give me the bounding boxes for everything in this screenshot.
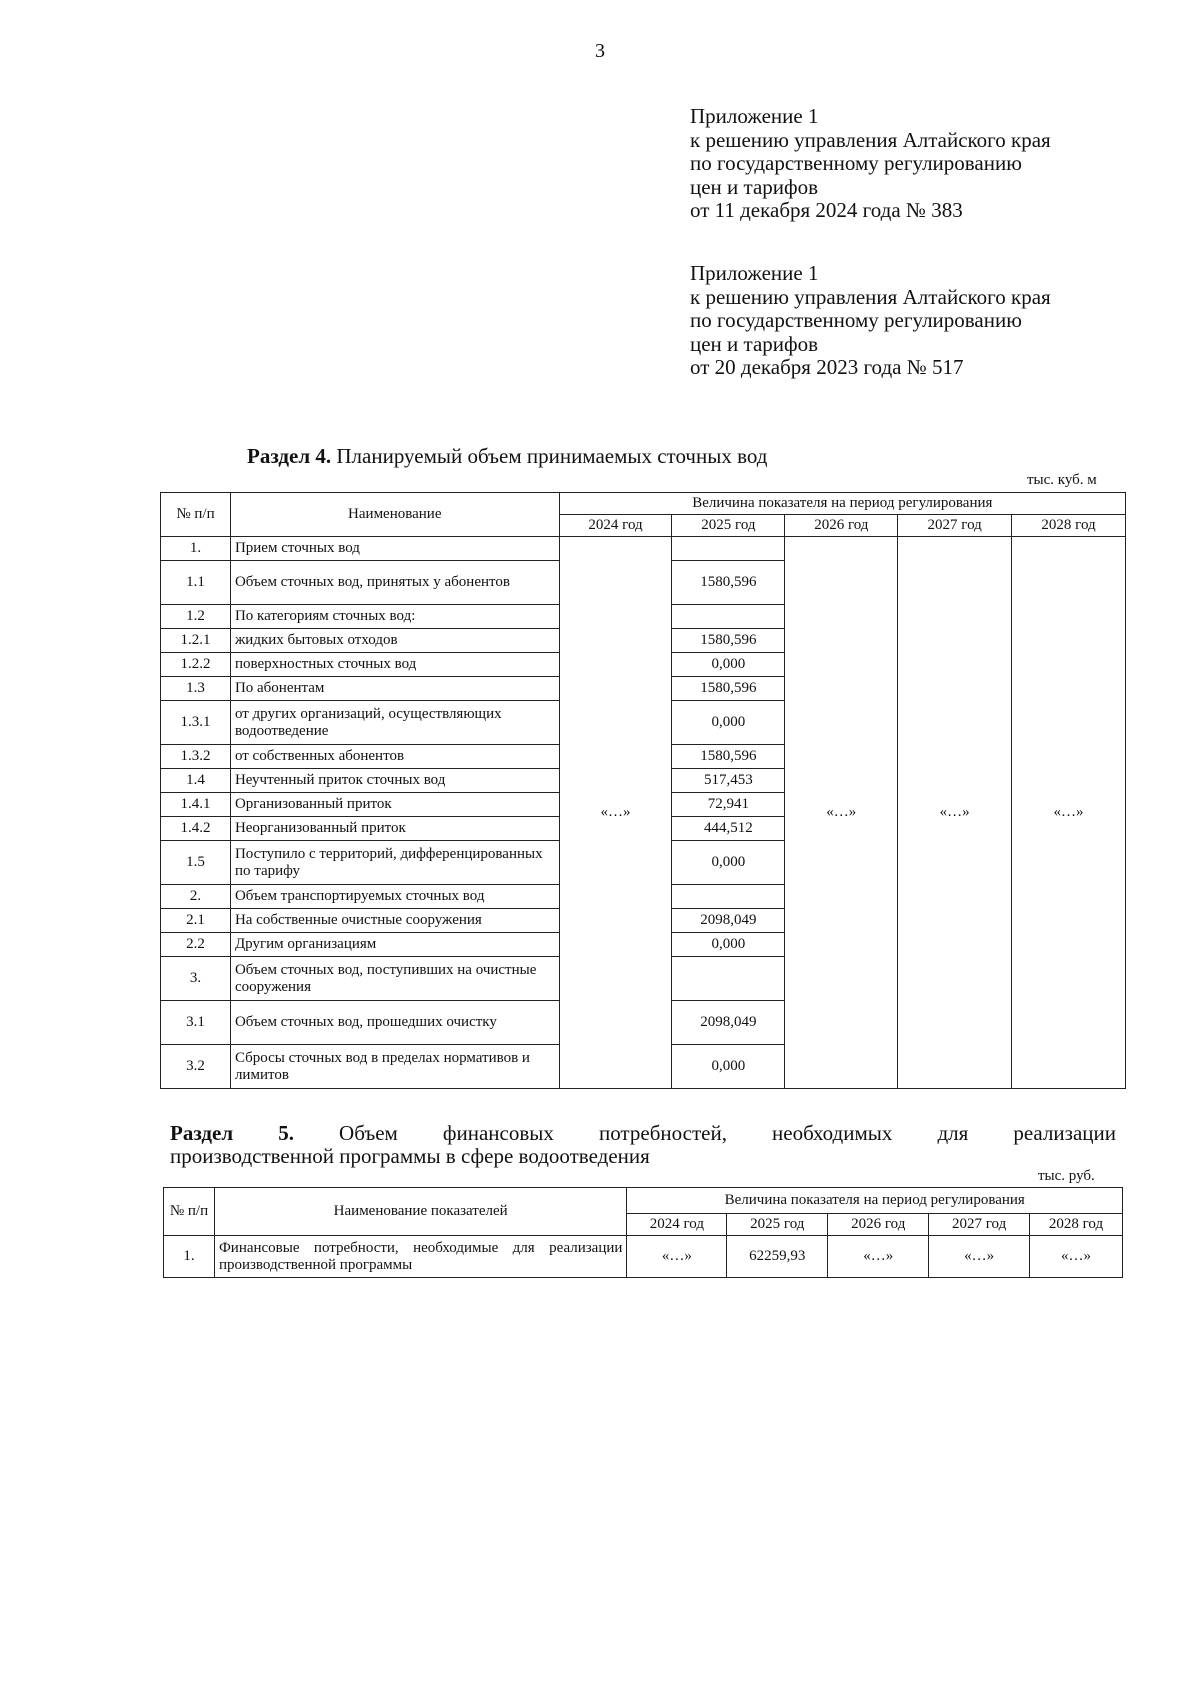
row-name: Неучтенный приток сточных вод: [230, 769, 559, 793]
appendix-line: от 11 декабря 2024 года № 383: [690, 198, 963, 222]
row-num: 2.: [161, 885, 231, 909]
row-num: 3.2: [161, 1045, 231, 1089]
row-num: 2.1: [161, 909, 231, 933]
appendix-line: цен и тарифов: [690, 174, 819, 199]
row-num: 1.3.1: [161, 701, 231, 745]
appendix-line: по государственному регулированию: [690, 151, 1022, 175]
row-name: от других организаций, осуществляющих водоотведение: [230, 701, 559, 745]
col-name-header: Наименование показателей: [214, 1188, 627, 1236]
value-2028: «…»: [1030, 1236, 1123, 1278]
row-num: 1.2.2: [161, 653, 231, 677]
table-row: [161, 537, 1126, 561]
table-row: [164, 1236, 1123, 1278]
row-num: 1.4.1: [161, 793, 231, 817]
row-name: По абонентам: [230, 677, 559, 701]
row-num: 1.1: [161, 561, 231, 605]
value-2025: 0,000: [672, 1045, 785, 1089]
value-2025: 1580,596: [672, 677, 785, 701]
value-2025: 1580,596: [672, 745, 785, 769]
value-2025: 2098,049: [672, 909, 785, 933]
value-2025: 2098,049: [672, 1001, 785, 1045]
section4-title-bold: Раздел 4.: [247, 444, 332, 468]
appendix-line: к решению управления Алтайского края: [690, 284, 1051, 309]
col-group-header: Величина показателя на период регулирования: [627, 1188, 1123, 1214]
year-header-2026: 2026 год: [785, 515, 898, 537]
value-2025: 0,000: [672, 701, 785, 745]
page-number: 3: [595, 40, 605, 62]
row-name: Объем транспортируемых сточных вод: [230, 885, 559, 909]
row-name: Объем сточных вод, прошедших очистку: [230, 1001, 559, 1045]
value-2026: «…»: [828, 1236, 929, 1278]
value-2024: «…»: [627, 1236, 727, 1278]
col-name-header: Наименование: [230, 493, 559, 537]
row-num: 1.4: [161, 769, 231, 793]
row-name: Поступило с территорий, дифференцированных по тарифу: [230, 841, 559, 885]
section5-title-bold: Раздел 5.: [170, 1121, 294, 1145]
year-header-2024: 2024 год: [627, 1214, 727, 1236]
value-2025: [672, 957, 785, 1001]
row-name: По категориям сточных вод:: [230, 605, 559, 629]
section5-title: [170, 1122, 1116, 1168]
appendix-header-previous: [690, 262, 1051, 380]
row-name: Объем сточных вод, принятых у абонентов: [230, 561, 559, 605]
row-name: Финансовые потребности, необходимые для реализации производственной программы: [214, 1236, 627, 1278]
row-num: 1.3.2: [161, 745, 231, 769]
value-2025: [672, 885, 785, 909]
year-header-2028: 2028 год: [1012, 515, 1126, 537]
section4-units: тыс. куб. м: [1027, 472, 1097, 488]
col-group-header: Величина показателя на период регулирования: [559, 493, 1125, 515]
row-name: На собственные очистные сооружения: [230, 909, 559, 933]
year-header-2026: 2026 год: [828, 1214, 929, 1236]
year-header-2024: 2024 год: [559, 515, 672, 537]
value-2025: 62259,93: [727, 1236, 828, 1278]
value-2024-placeholder: «…»: [559, 537, 672, 1089]
row-name: Сбросы сточных вод в пределах нормативов и лимитов: [230, 1045, 559, 1089]
row-num: 3.: [161, 957, 231, 1001]
row-num: 1.2: [161, 605, 231, 629]
value-2026-placeholder: «…»: [785, 537, 898, 1089]
value-2025: 444,512: [672, 817, 785, 841]
value-2025: 1580,596: [672, 561, 785, 605]
row-num: 1.3: [161, 677, 231, 701]
row-name: Другим организациям: [230, 933, 559, 957]
appendix-line: от 20 декабря 2023 года № 517: [690, 355, 964, 379]
section5-title-line2: производственной программы в сфере водоотведения: [170, 1144, 650, 1168]
row-num: 1.: [164, 1236, 215, 1278]
row-num: 1.: [161, 537, 231, 561]
appendix-line: к решению управления Алтайского края: [690, 127, 1051, 152]
value-2025: [672, 537, 785, 561]
row-name: Организованный приток: [230, 793, 559, 817]
row-num: 1.2.1: [161, 629, 231, 653]
row-num: 1.5: [161, 841, 231, 885]
year-header-2025: 2025 год: [727, 1214, 828, 1236]
value-2025: 0,000: [672, 653, 785, 677]
row-name: Неорганизованный приток: [230, 817, 559, 841]
row-name: от собственных абонентов: [230, 745, 559, 769]
row-name: Объем сточных вод, поступивших на очистные сооружения: [230, 957, 559, 1001]
value-2025: 1580,596: [672, 629, 785, 653]
row-name: жидких бытовых отходов: [230, 629, 559, 653]
row-num: 1.4.2: [161, 817, 231, 841]
col-num-header: № п/п: [161, 493, 231, 537]
year-header-2027: 2027 год: [929, 1214, 1030, 1236]
row-num: 3.1: [161, 1001, 231, 1045]
row-num: 2.2: [161, 933, 231, 957]
value-2025: 0,000: [672, 933, 785, 957]
appendix-header-current: [690, 105, 1051, 223]
section5-title-text: Объем финансовых потребностей, необходимых для реализации: [293, 1121, 1116, 1145]
value-2025: 0,000: [672, 841, 785, 885]
appendix-line: Приложение 1: [690, 104, 819, 128]
section4-title: [247, 444, 767, 468]
section4-table: [160, 492, 1126, 1089]
row-name: поверхностных сточных вод: [230, 653, 559, 677]
section5-table: [163, 1187, 1123, 1278]
row-name: Прием сточных вод: [230, 537, 559, 561]
value-2025: 517,453: [672, 769, 785, 793]
appendix-line: цен и тарифов: [690, 331, 819, 356]
value-2027: «…»: [929, 1236, 1030, 1278]
appendix-line: по государственному регулированию: [690, 308, 1022, 332]
col-num-header: № п/п: [164, 1188, 215, 1236]
section4-title-text: Планируемый объем принимаемых сточных вод: [331, 444, 768, 468]
value-2027-placeholder: «…»: [898, 537, 1012, 1089]
year-header-2028: 2028 год: [1030, 1214, 1123, 1236]
year-header-2025: 2025 год: [672, 515, 785, 537]
year-header-2027: 2027 год: [898, 515, 1012, 537]
value-2025: 72,941: [672, 793, 785, 817]
value-2025: [672, 605, 785, 629]
section5-units: тыс. руб.: [1038, 1168, 1095, 1184]
appendix-line: Приложение 1: [690, 261, 819, 285]
value-2028-placeholder: «…»: [1012, 537, 1126, 1089]
